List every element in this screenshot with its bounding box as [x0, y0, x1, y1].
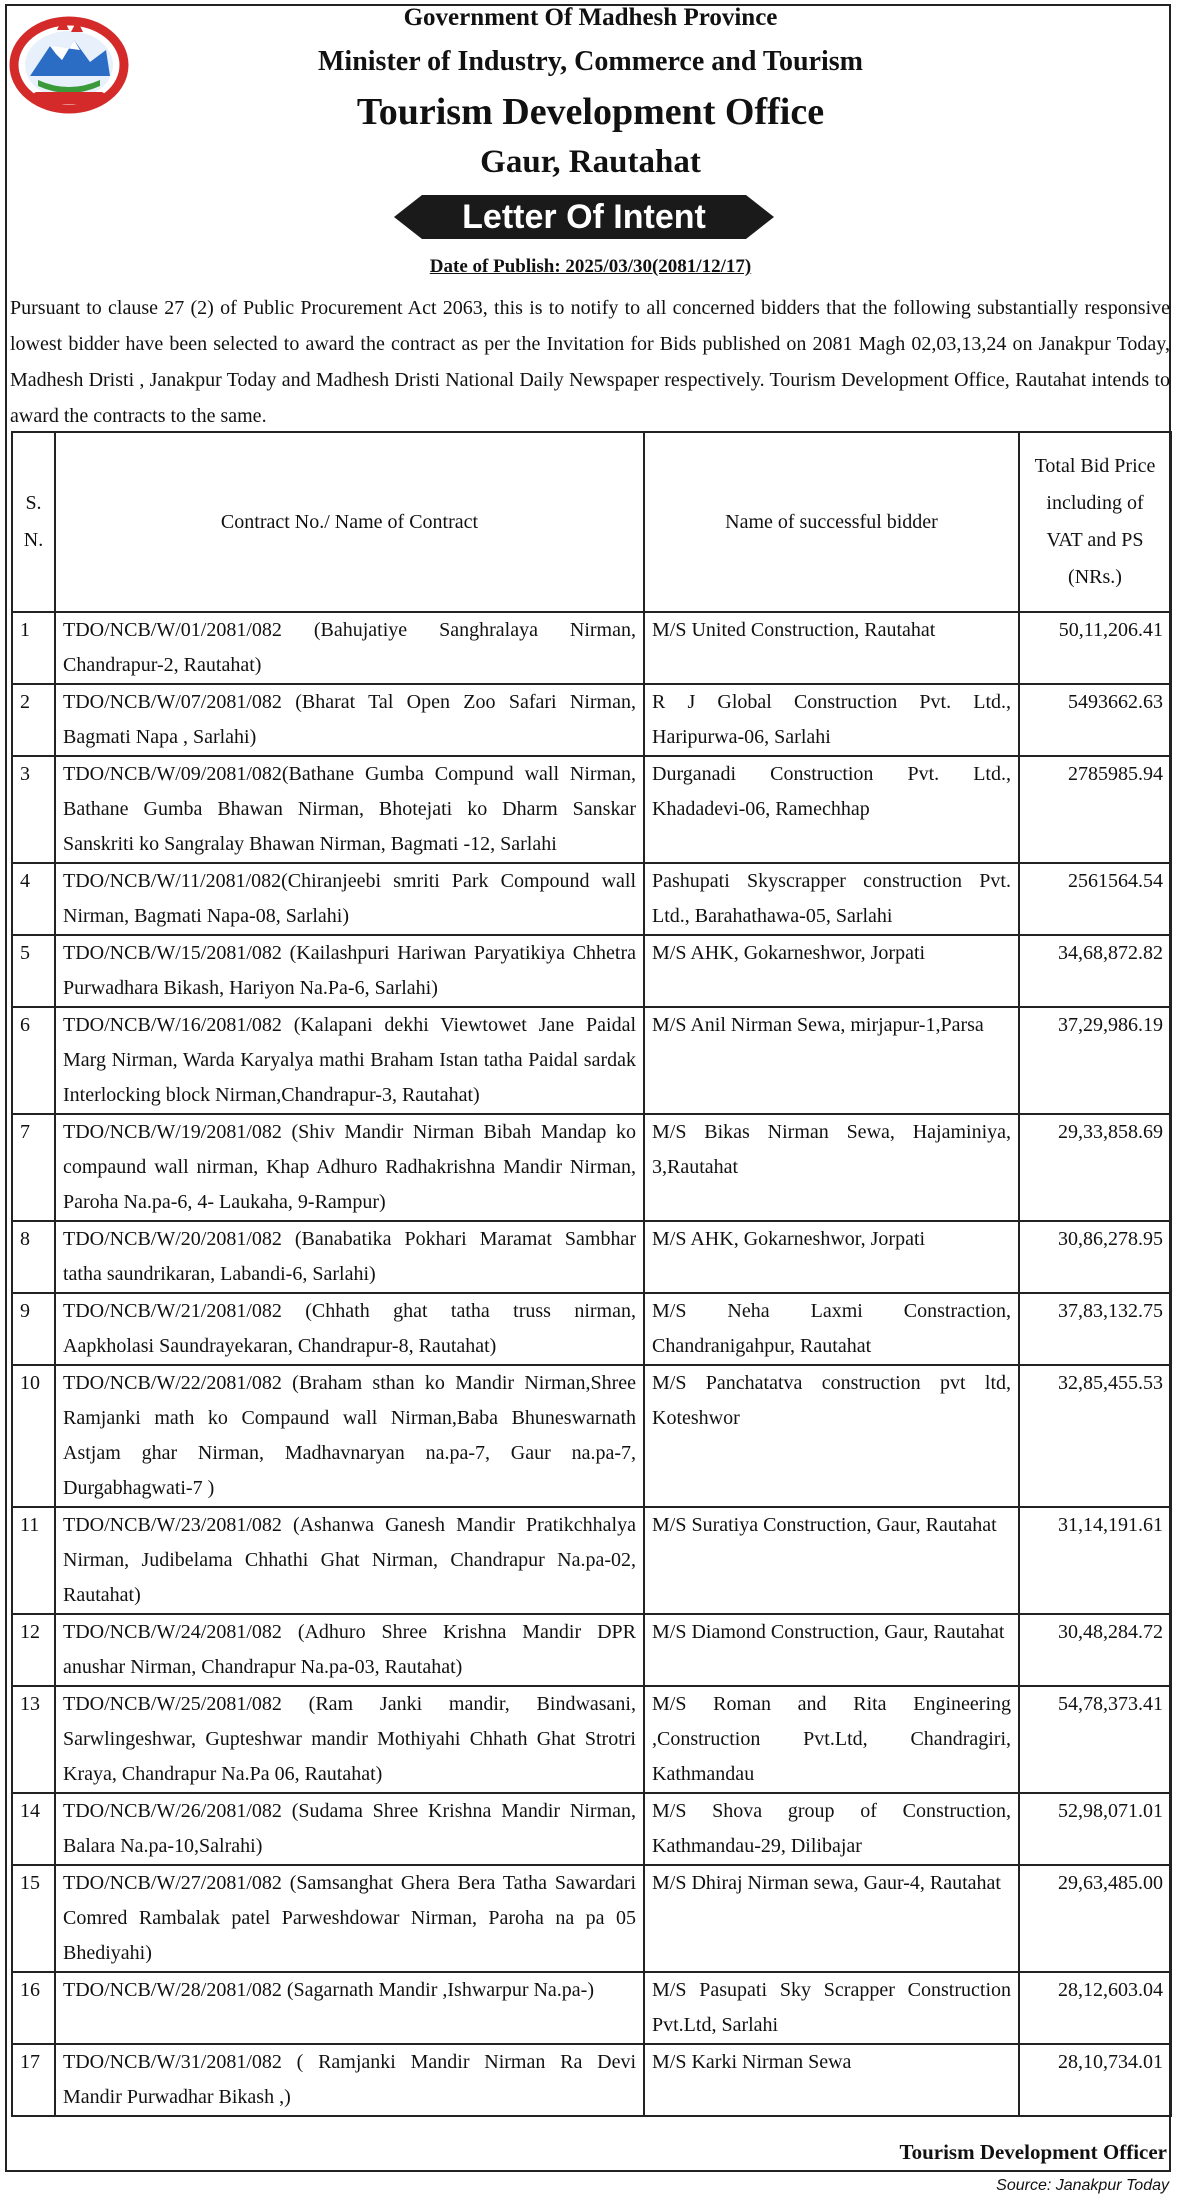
contract-cell: TDO/NCB/W/24/2081/082 (Adhuro Shree Krishna Mandir DPR anushar Nirman, Chandrapur Na.pa-03, Rautahat) [55, 1614, 644, 1686]
price-cell: 28,12,603.04 [1019, 1972, 1171, 2044]
price-cell: 2785985.94 [1019, 756, 1171, 863]
bidder-cell: M/S Panchatatva construction pvt ltd, Koteshwor [644, 1365, 1019, 1507]
price-cell: 37,29,986.19 [1019, 1007, 1171, 1114]
bidder-cell: Durganadi Construction Pvt. Ltd., Khadadevi-06, Ramechhap [644, 756, 1019, 863]
price-cell: 30,86,278.95 [1019, 1221, 1171, 1293]
sn-cell: 9 [12, 1293, 55, 1365]
sn-cell: 12 [12, 1614, 55, 1686]
sn-cell: 13 [12, 1686, 55, 1793]
bidder-cell: M/S AHK, Gokarneshwor, Jorpati [644, 1221, 1019, 1293]
contract-cell: TDO/NCB/W/16/2081/082 (Kalapani dekhi Viewtowet Jane Paidal Marg Nirman, Warda Karyalya mathi Braham Istan tatha Paidal sardak Interlocking block Nirman,Chandrapur-3, Rautahat) [55, 1007, 644, 1114]
letter-of-intent-banner [394, 195, 774, 239]
contract-cell: TDO/NCB/W/27/2081/082 (Samsanghat Ghera Bera Tatha Sawardari Comred Rambalak patel Parweshdowar Nirman, Paroha na pa 05 Bhediyahi) [55, 1865, 644, 1972]
contract-cell: TDO/NCB/W/23/2081/082 (Ashanwa Ganesh Mandir Pratikchhalya Nirman, Judibelama Chhathi Ghat Nirman, Chandrapur Na.pa-02, Rautahat) [55, 1507, 644, 1614]
price-cell: 32,85,455.53 [1019, 1365, 1171, 1507]
price-cell: 5493662.63 [1019, 684, 1171, 756]
sn-cell: 3 [12, 756, 55, 863]
table-row [12, 1614, 1171, 1686]
intro-paragraph: Pursuant to clause 27 (2) of Public Procurement Act 2063, this is to notify to all concerned bidders that the following substantially responsive lowest bidder have been selected to award the contract as per the Invitation for Bids published on 2081 Magh 02,03,13,24 on Janakpur Today, Madhesh Dristi , Janakpur Today and Madhesh Dristi National Daily Newspaper respectively. Tourism Development Office, Rautahat intends to award the contracts to the same. [10, 297, 1170, 427]
contract-cell: TDO/NCB/W/25/2081/082 (Ram Janki mandir, Bindwasani, Sarwlingeshwar, Gupteshwar mandir Mothiyahi Chhath Ghat Strotri Kraya, Chandrapur Na.Pa 06, Rautahat) [55, 1686, 644, 1793]
sn-cell: 1 [12, 612, 55, 684]
price-cell: 50,11,206.41 [1019, 612, 1171, 684]
table-row [12, 1007, 1171, 1114]
price-cell: 31,14,191.61 [1019, 1507, 1171, 1614]
location-heading: Gaur, Rautahat [480, 144, 701, 180]
bidder-cell: M/S Karki Nirman Sewa [644, 2044, 1019, 2116]
contract-cell: TDO/NCB/W/11/2081/082(Chiranjeebi smriti Park Compound wall Nirman, Bagmati Napa-08, Sarlahi) [55, 863, 644, 935]
sn-column-header: S. N. [12, 432, 55, 612]
table-row [12, 935, 1171, 1007]
price-column-header: Total Bid Price including of VAT and PS (NRs.) [1019, 432, 1171, 612]
table-row [12, 1507, 1171, 1614]
contract-cell: TDO/NCB/W/21/2081/082 (Chhath ghat tatha truss nirman, Aapkholasi Saundrayekaran, Chandrapur-8, Rautahat) [55, 1293, 644, 1365]
table-row [12, 1221, 1171, 1293]
table-row [12, 1972, 1171, 2044]
contract-cell: TDO/NCB/W/26/2081/082 (Sudama Shree Krishna Mandir Nirman, Balara Na.pa-10,Salrahi) [55, 1793, 644, 1865]
sn-cell: 15 [12, 1865, 55, 1972]
bidder-cell: M/S Suratiya Construction, Gaur, Rautahat [644, 1507, 1019, 1614]
bidder-cell: R J Global Construction Pvt. Ltd., Haripurwa-06, Sarlahi [644, 684, 1019, 756]
bidder-cell: M/S Dhiraj Nirman sewa, Gaur-4, Rautahat [644, 1865, 1019, 1972]
contract-cell: TDO/NCB/W/20/2081/082 (Banabatika Pokhari Maramat Sambhar tatha saundrikaran, Labandi-6, Sarlahi) [55, 1221, 644, 1293]
bidder-cell: M/S Neha Laxmi Constraction, Chandranigahpur, Rautahat [644, 1293, 1019, 1365]
bidder-column-header: Name of successful bidder [644, 432, 1019, 612]
sn-cell: 17 [12, 2044, 55, 2116]
contract-cell: TDO/NCB/W/19/2081/082 (Shiv Mandir Nirman Bibah Mandap ko compaund wall nirman, Khap Adhuro Radhakrishna Mandir Nirman, Paroha Na.pa-6, 4- Laukaha, 9-Rampur) [55, 1114, 644, 1221]
ministry-heading: Minister of Industry, Commerce and Tourism [318, 46, 863, 77]
price-cell: 34,68,872.82 [1019, 935, 1171, 1007]
bidder-cell: M/S Shova group of Construction, Kathmandau-29, Dilibajar [644, 1793, 1019, 1865]
sn-cell: 7 [12, 1114, 55, 1221]
contract-cell: TDO/NCB/W/28/2081/082 (Sagarnath Mandir ,Ishwarpur Na.pa-) [55, 1972, 644, 2044]
contract-cell: TDO/NCB/W/07/2081/082 (Bharat Tal Open Zoo Safari Nirman, Bagmati Napa , Sarlahi) [55, 684, 644, 756]
table-row [12, 2044, 1171, 2116]
contract-cell: TDO/NCB/W/31/2081/082 ( Ramjanki Mandir Nirman Ra Devi Mandir Purwadhar Bikash ,) [55, 2044, 644, 2116]
price-cell: 52,98,071.01 [1019, 1793, 1171, 1865]
contract-cell: TDO/NCB/W/15/2081/082 (Kailashpuri Hariwan Paryatikiya Chhetra Purwadhara Bikash, Hariyon Na.Pa-6, Sarlahi) [55, 935, 644, 1007]
bidder-cell: M/S Roman and Rita Engineering ,Construction Pvt.Ltd, Chandragiri, Kathmandau [644, 1686, 1019, 1793]
price-cell: 2561564.54 [1019, 863, 1171, 935]
signatory-title: Tourism Development Officer [899, 2140, 1167, 2164]
bidder-cell: M/S Bikas Nirman Sewa, Hajaminiya, 3,Rautahat [644, 1114, 1019, 1221]
price-cell: 37,83,132.75 [1019, 1293, 1171, 1365]
sn-cell: 16 [12, 1972, 55, 2044]
table-row [12, 1114, 1171, 1221]
price-cell: 29,33,858.69 [1019, 1114, 1171, 1221]
publish-date: Date of Publish: 2025/03/30(2081/12/17) [429, 256, 752, 277]
table-row [12, 1365, 1171, 1507]
table-row [12, 1293, 1171, 1365]
government-heading: Government Of Madhesh Province [403, 4, 778, 31]
sn-cell: 5 [12, 935, 55, 1007]
table-row [12, 863, 1171, 935]
price-cell: 28,10,734.01 [1019, 2044, 1171, 2116]
bidder-table [11, 431, 1172, 2117]
bidder-cell: Pashupati Skyscrapper construction Pvt. Ltd., Barahathawa-05, Sarlahi [644, 863, 1019, 935]
source-credit: Source: Janakpur Today [996, 2177, 1169, 2194]
table-row [12, 1793, 1171, 1865]
table-row [12, 684, 1171, 756]
table-row [12, 756, 1171, 863]
sn-cell: 14 [12, 1793, 55, 1865]
bidder-cell: M/S AHK, Gokarneshwor, Jorpati [644, 935, 1019, 1007]
sn-cell: 6 [12, 1007, 55, 1114]
contract-cell: TDO/NCB/W/01/2081/082 (Bahujatiye Sanghralaya Nirman, Chandrapur-2, Rautahat) [55, 612, 644, 684]
office-heading: Tourism Development Office [356, 91, 825, 133]
sn-cell: 10 [12, 1365, 55, 1507]
contract-column-header: Contract No./ Name of Contract [55, 432, 644, 612]
sn-cell: 4 [12, 863, 55, 935]
price-cell: 29,63,485.00 [1019, 1865, 1171, 1972]
sn-cell: 8 [12, 1221, 55, 1293]
table-row [12, 612, 1171, 684]
bidder-cell: M/S Pasupati Sky Scrapper Construction Pvt.Ltd, Sarlahi [644, 1972, 1019, 2044]
price-cell: 54,78,373.41 [1019, 1686, 1171, 1793]
table-row [12, 1865, 1171, 1972]
table-header-row [12, 432, 1171, 612]
bidder-cell: M/S Anil Nirman Sewa, mirjapur-1,Parsa [644, 1007, 1019, 1114]
bidder-cell: M/S United Construction, Rautahat [644, 612, 1019, 684]
price-cell: 30,48,284.72 [1019, 1614, 1171, 1686]
contract-cell: TDO/NCB/W/22/2081/082 (Braham sthan ko Mandir Nirman,Shree Ramjanki math ko Compaund wall Nirman,Baba Bhuneswarnath Astjam ghar Nirman, Madhavnaryan na.pa-7, Gaur na.pa-7, Durgabhagwati-7 ) [55, 1365, 644, 1507]
table-row [12, 1686, 1171, 1793]
sn-cell: 2 [12, 684, 55, 756]
bidder-cell: M/S Diamond Construction, Gaur, Rautahat [644, 1614, 1019, 1686]
contract-cell: TDO/NCB/W/09/2081/082(Bathane Gumba Compund wall Nirman, Bathane Gumba Bhawan Nirman, Bhotejati ko Dharm Sanskar Sanskriti ko Sangralay Bhawan Nirman, Bagmati -12, Sarlahi [55, 756, 644, 863]
banner-title: Letter Of Intent [462, 198, 706, 236]
sn-cell: 11 [12, 1507, 55, 1614]
